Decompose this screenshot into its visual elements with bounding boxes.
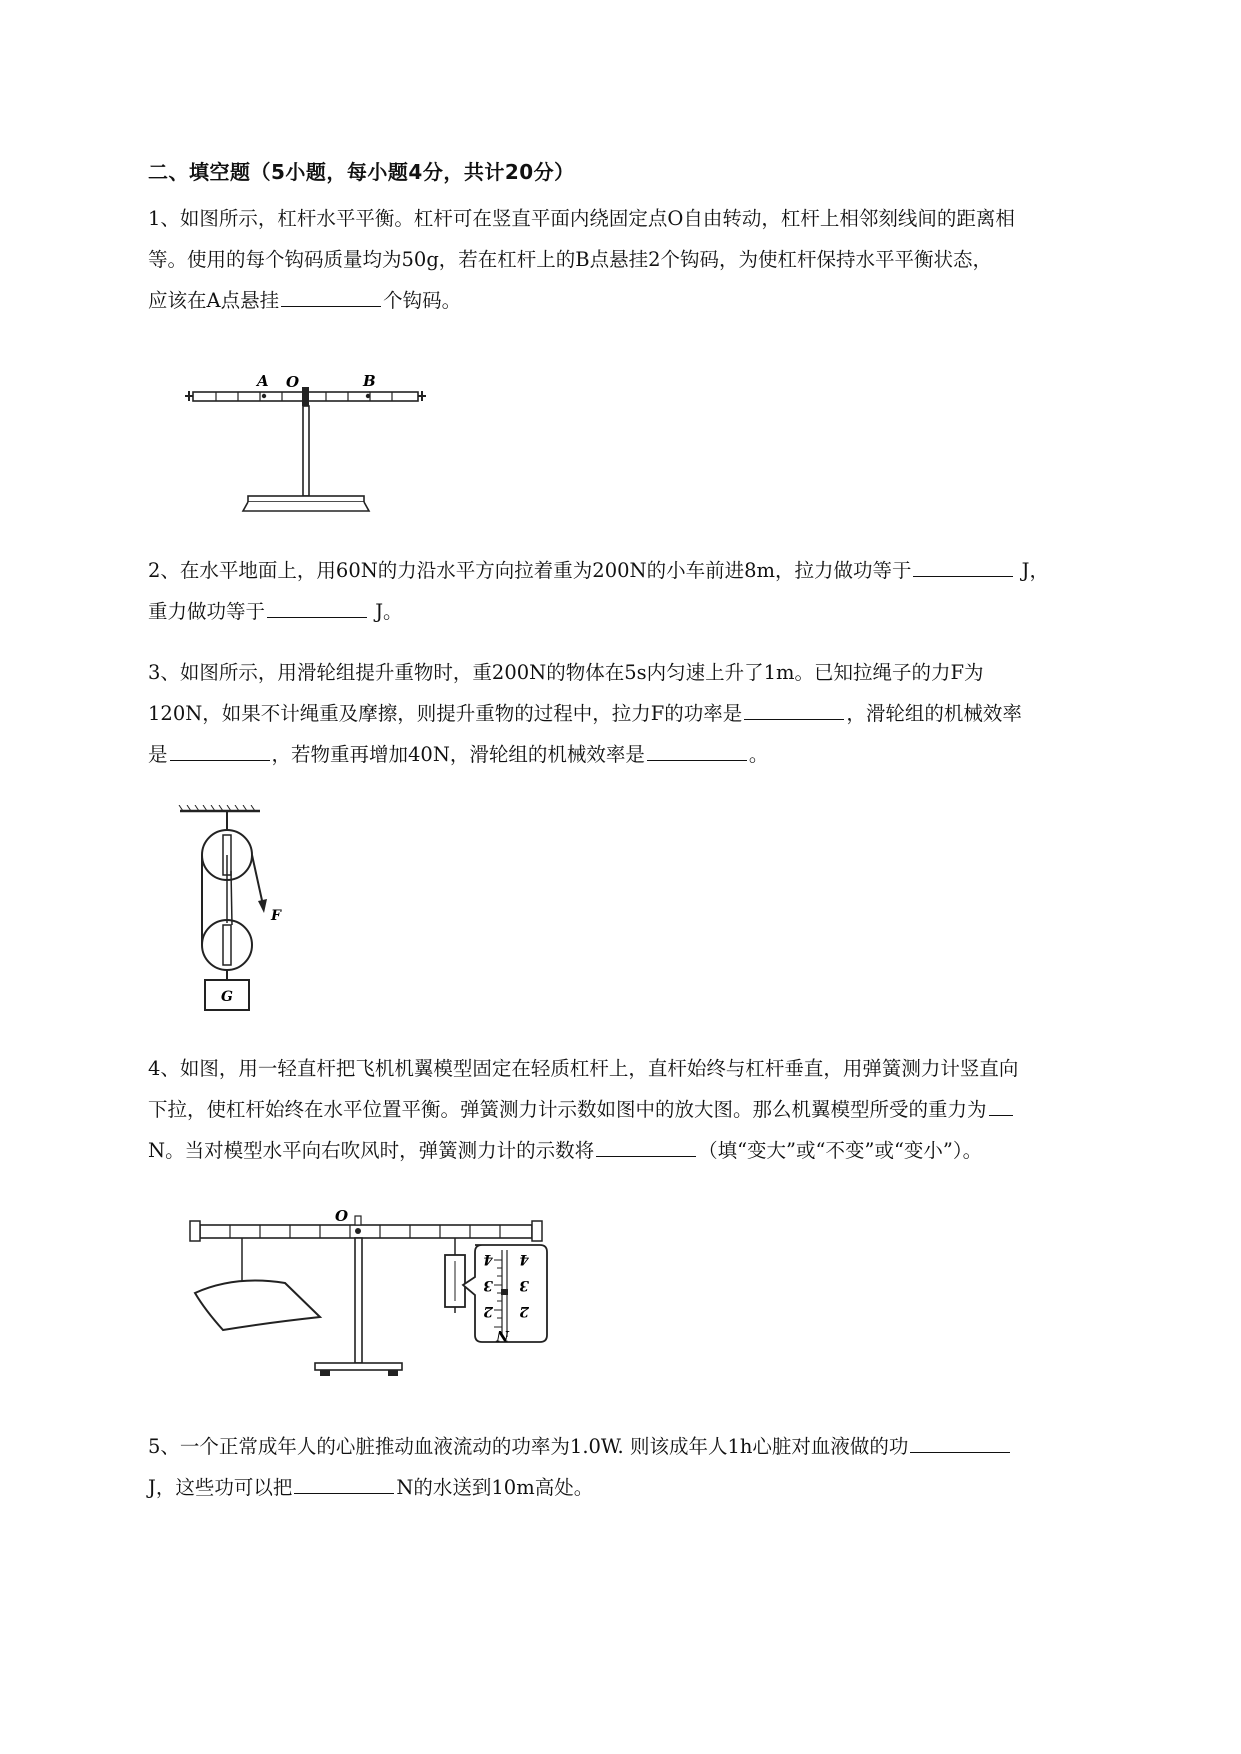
label-a: A	[257, 372, 269, 390]
answer-blank[interactable]	[744, 718, 844, 720]
question-2	[148, 550, 1148, 632]
question-text: J，	[1021, 559, 1049, 582]
answer-blank[interactable]	[647, 759, 747, 761]
question-text-line: 3、如图所示，用滑轮组提升重物时，重200N的物体在5s内匀速上升了1m。已知拉绳子的力F为	[148, 661, 984, 684]
question-text: 应该在A点悬挂	[148, 289, 280, 312]
question-text-line	[148, 1426, 1148, 1467]
question-text: 个钩码。	[383, 289, 462, 312]
tick-label-4: 4	[483, 1251, 493, 1267]
question-text-line: 等。使用的每个钩码质量均为50g，若在杠杆上的B点悬挂2个钩码，为使杠杆保持水平平衡状态，	[148, 248, 993, 271]
wing-lever-figure	[185, 1205, 555, 1395]
question-text-line: 4、如图，用一轻直杆把飞机机翼模型固定在轻质杠杆上，直杆始终与杠杆垂直，用弹簧测力计竖直向	[148, 1057, 1019, 1080]
answer-blank[interactable]	[281, 305, 381, 307]
question-text: N。当对模型水平向右吹风时，弹簧测力计的示数将	[148, 1139, 595, 1162]
question-text: ，若物重再增加40N，滑轮组的机械效率是	[271, 743, 645, 766]
answer-blank[interactable]	[596, 1155, 696, 1157]
question-4	[148, 1048, 1148, 1171]
tick-label-2-right: 2	[519, 1303, 529, 1319]
question-text: 重力做功等于	[148, 600, 266, 623]
unit-label: N	[496, 1327, 509, 1343]
pulley-figure	[175, 805, 295, 1015]
answer-blank[interactable]	[294, 1492, 394, 1494]
question-3	[148, 652, 1148, 775]
question-1	[148, 198, 1148, 321]
question-text-line	[148, 550, 1148, 591]
question-text: ，滑轮组的机械效率	[846, 702, 1022, 725]
answer-blank[interactable]	[267, 616, 367, 618]
label-weight: G	[221, 989, 233, 1005]
question-text-line	[148, 1130, 1148, 1171]
question-text-line	[148, 1089, 1148, 1130]
question-text: J，这些功可以把	[148, 1476, 293, 1499]
tick-label-2: 2	[483, 1303, 493, 1319]
question-text-line: 1、如图所示，杠杆水平平衡。杠杆可在竖直平面内绕固定点O自由转动，杠杆上相邻刻线间的距离相	[148, 207, 1015, 230]
label-b: B	[363, 372, 376, 390]
answer-blank[interactable]	[910, 1451, 1010, 1453]
answer-blank[interactable]	[170, 759, 270, 761]
question-text: 2、在水平地面上，用60N的力沿水平方向拉着重为200N的小车前进8m，拉力做功等于	[148, 559, 912, 582]
question-text: 120N，如果不计绳重及摩擦，则提升重物的过程中，拉力F的功率是	[148, 702, 743, 725]
answer-blank[interactable]	[913, 575, 1013, 577]
question-text: 5、一个正常成年人的心脏推动血液流动的功率为1.0W. 则该成年人1h心脏对血液做的功	[148, 1435, 909, 1458]
tick-label-4-right: 4	[519, 1251, 529, 1267]
section-heading: 二、填空题（5小题，每小题4分，共计20分）	[148, 160, 575, 184]
question-text-line	[148, 591, 1148, 632]
question-text: 下拉，使杠杆始终在水平位置平衡。弹簧测力计示数如图中的放大图。那么机翼模型所受的重力为	[148, 1098, 987, 1121]
lever-figure	[185, 360, 435, 515]
question-text-line	[148, 280, 1148, 321]
question-text-line	[148, 693, 1148, 734]
label-o: O	[335, 1207, 349, 1225]
tick-label-3: 3	[483, 1277, 493, 1293]
question-text-line	[148, 1467, 1148, 1508]
label-force: F	[271, 908, 281, 924]
tick-label-3-right: 3	[519, 1277, 529, 1293]
label-o: O	[286, 373, 300, 391]
question-text: J。	[375, 600, 403, 623]
question-text: 是	[148, 743, 168, 766]
question-text: 。	[748, 743, 769, 766]
answer-blank[interactable]	[989, 1114, 1013, 1116]
question-text: （填“变大”或“不变”或“变小”）。	[698, 1139, 983, 1162]
question-text-line	[148, 734, 1148, 775]
question-text: N的水送到10m高处。	[396, 1476, 594, 1499]
question-5	[148, 1426, 1148, 1508]
